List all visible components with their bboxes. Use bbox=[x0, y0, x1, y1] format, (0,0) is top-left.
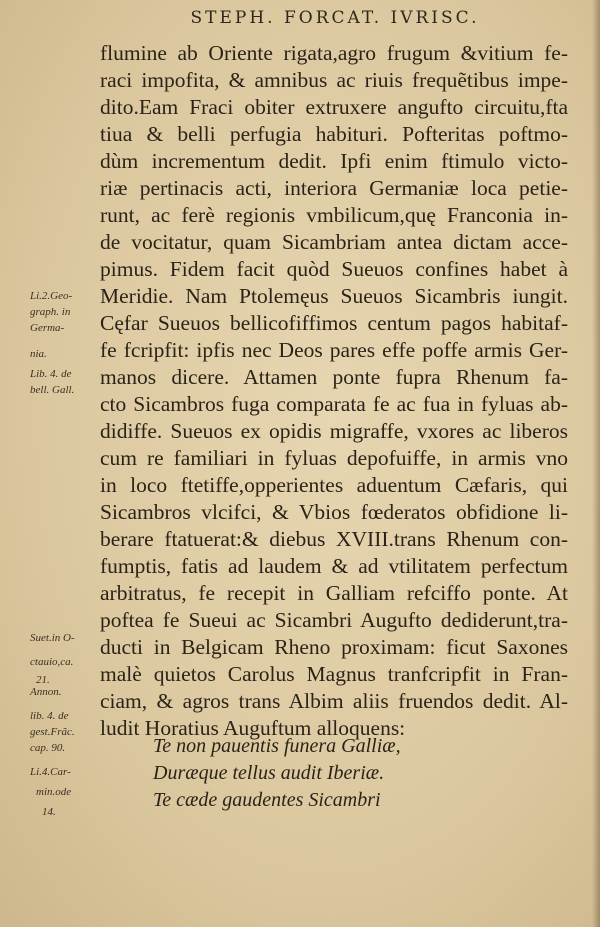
text-line: Meridie. Nam Ptolemęus Sueuos Sicambris iungit. bbox=[100, 284, 568, 308]
verse-line: Duræque tellus audit Iberiæ. bbox=[153, 762, 385, 784]
text-line: fe fcripfit: ipfis nec Deos pares effe poffe armis Ger- bbox=[100, 338, 568, 362]
margin-note: cap. 90. bbox=[30, 742, 66, 754]
text-line: riæ pertinacis acti, interiora Germaniæ loca petie- bbox=[100, 176, 568, 200]
page-edge-shadow bbox=[592, 0, 600, 927]
text-line: flumine ab Oriente rigata,agro frugum &vitium fe- bbox=[100, 41, 568, 65]
margin-note: Li.4.Car- bbox=[30, 766, 71, 778]
text-line: pimus. Fidem facit quòd Sueuos confines habet à bbox=[100, 257, 568, 281]
text-line: tiua & belli perfugia habituri. Pofteritas poftmo- bbox=[100, 122, 568, 146]
text-line: cum re familiari in fyluas depofuiffe, in armis vno bbox=[100, 446, 568, 470]
running-title: STEPH. FORCAT. IVRISC. bbox=[190, 8, 480, 28]
margin-note: lib. 4. de bbox=[30, 710, 69, 722]
margin-note: Germa- bbox=[30, 322, 65, 334]
margin-note: 14. bbox=[42, 806, 56, 818]
text-line: ducti in Belgicam Rheno proximam: ficut Saxones bbox=[100, 635, 568, 659]
main-text-block bbox=[100, 40, 568, 742]
verse-quotation bbox=[153, 733, 483, 814]
text-line: in loco ftetiffe,opperientes aduentum Cæfaris, qui bbox=[100, 473, 568, 497]
text-line: de vocitatur, quam Sicambriam antea dictam acce- bbox=[100, 230, 568, 254]
text-line: dùm incrementum dedit. Ipfi enim ftimulo victo- bbox=[100, 149, 568, 173]
text-line: didiffe. Sueuos ex opidis migraffe, vxores ac liberos bbox=[100, 419, 568, 443]
margin-note: min.ode bbox=[36, 786, 72, 798]
margin-note: graph. in bbox=[30, 306, 71, 318]
text-line: berare ftatuerat:& diebus XVIII.trans Rhenum con- bbox=[100, 527, 568, 551]
text-line: manos dicere. Attamen ponte fupra Rhenum fa- bbox=[100, 365, 568, 389]
margin-note: 21. bbox=[36, 674, 50, 686]
margin-note: bell. Gall. bbox=[30, 384, 75, 396]
verse-line: Te non pauentis funera Galliæ, bbox=[153, 735, 401, 757]
text-line: dito.Eam Fraci obiter extruxere angufto circuitu,fta bbox=[100, 95, 568, 119]
text-line: poftea fe Sueui ac Sicambri Augufto dediderunt,tra- bbox=[100, 608, 568, 632]
margin-note: Annon. bbox=[30, 686, 62, 698]
text-line: arbitratus, fe recepit in Galliam refciffo ponte. At bbox=[100, 581, 568, 605]
text-line: fumptis, fatis ad laudem & ad vtilitatem perfectum bbox=[100, 554, 568, 578]
text-line: ludit Horatius Auguftum alloquens: bbox=[100, 716, 406, 740]
text-line: Cęfar Sueuos bellicofiffimos centum pagos habitaf- bbox=[100, 311, 568, 335]
margin-note: Suet.in O- bbox=[30, 632, 75, 644]
margin-note: Lib. 4. de bbox=[30, 368, 72, 380]
margin-note: Li.2.Geo- bbox=[30, 290, 73, 302]
margin-note: nia. bbox=[30, 348, 47, 360]
text-line: Sicambros vlcifci, & Vbios fœderatos obfidione li- bbox=[100, 500, 568, 524]
margin-note: ctauio,ca. bbox=[30, 656, 74, 668]
text-line: cto Sicambros fuga comparata fe ac fua in fyluas ab- bbox=[100, 392, 568, 416]
text-line: runt, ac ferè regionis vmbilicum,quę Franconia in- bbox=[100, 203, 568, 227]
text-line: malè quietos Carolus Magnus tranfcripfit in Fran- bbox=[100, 662, 568, 686]
text-line: ciam, & agros trans Albim aliis fruendos dedit. Al- bbox=[100, 689, 568, 713]
text-line: raci impofita, & amnibus ac riuis frequẽtibus impe- bbox=[100, 68, 568, 92]
margin-note: gest.Frãc. bbox=[30, 726, 75, 738]
verse-line: Te cæde gaudentes Sicambri bbox=[153, 789, 381, 811]
